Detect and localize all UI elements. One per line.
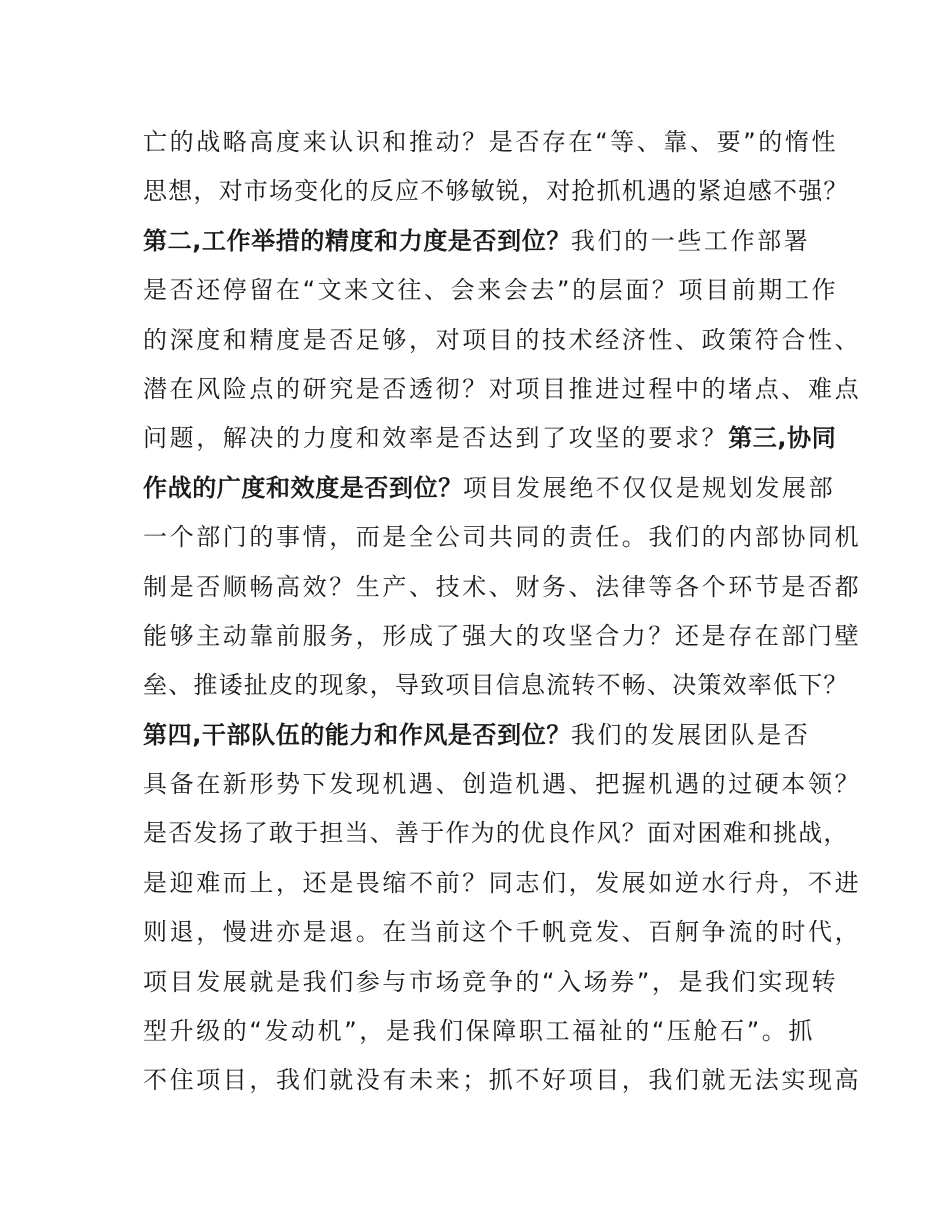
text-line: 具备在新形势下发现机遇、创造机遇、把握机遇的过硬本领？ <box>143 770 862 799</box>
heading-fourth: 第四,干部队伍的能力和作风是否到位？ <box>143 720 571 749</box>
text-line: 潜在风险点的研究是否透彻？对项目推进过程中的堵点、难点 <box>143 374 862 403</box>
text-line <box>143 217 843 266</box>
text-line: 是否发扬了敢于担当、善于作为的优良作风？面对困难和挑战， <box>143 819 849 848</box>
body-text <box>143 118 862 1106</box>
text-segment: 我们的一些工作部署 <box>570 226 811 255</box>
text-segment: 项目发展绝不仅仅是规划发展部 <box>462 473 836 502</box>
text-line: 一个部门的事情，而是全公司共同的责任。我们的内部协同机 <box>143 523 862 552</box>
text-line: 是迎难而上，还是畏缩不前？同志们，发展如逆水行舟，不进 <box>143 868 862 897</box>
text-line: 型升级的“发动机”，是我们保障职工福祉的“压舱石”。抓 <box>143 1017 815 1046</box>
text-line <box>143 711 843 760</box>
text-line: 则退，慢进亦是退。在当前这个千帆竞发、百舸争流的时代， <box>143 918 862 947</box>
text-line: 制是否顺畅高效？生产、技术、财务、法律等各个环节是否都 <box>143 572 862 601</box>
text-line <box>143 414 843 463</box>
text-line: 是否还停留在“文来文往、会来会去”的层面？项目前期工作 <box>143 276 839 305</box>
text-line: 不住项目，我们就没有未来；抓不好项目，我们就无法实现高 <box>143 1066 862 1095</box>
text-line: 的深度和精度是否足够，对项目的技术经济性、政策符合性、 <box>143 325 862 354</box>
heading-third: 第三,协同 <box>728 424 837 453</box>
text-line: 思想，对市场变化的反应不够敏锐，对抢抓机遇的紧迫感不强？ <box>143 177 849 206</box>
text-line <box>143 464 843 513</box>
heading-third-cont: 作战的广度和效度是否到位？ <box>143 473 463 502</box>
text-segment: 问题，解决的力度和效率是否达到了攻坚的要求？ <box>143 424 729 453</box>
text-line: 能够主动靠前服务，形成了强大的攻坚合力？还是存在部门壁 <box>143 621 862 650</box>
text-line: 亡的战略高度来认识和推动？是否存在“等、靠、要”的惰性 <box>143 128 839 156</box>
text-segment: 我们的发展团队是否 <box>570 720 811 749</box>
text-line: 垒、推诿扯皮的现象，导致项目信息流转不畅、决策效率低下？ <box>143 671 849 700</box>
text-line: 项目发展就是我们参与市场竞争的“入场券”，是我们实现转 <box>143 967 839 996</box>
heading-second: 第二,工作举措的精度和力度是否到位？ <box>143 226 571 255</box>
